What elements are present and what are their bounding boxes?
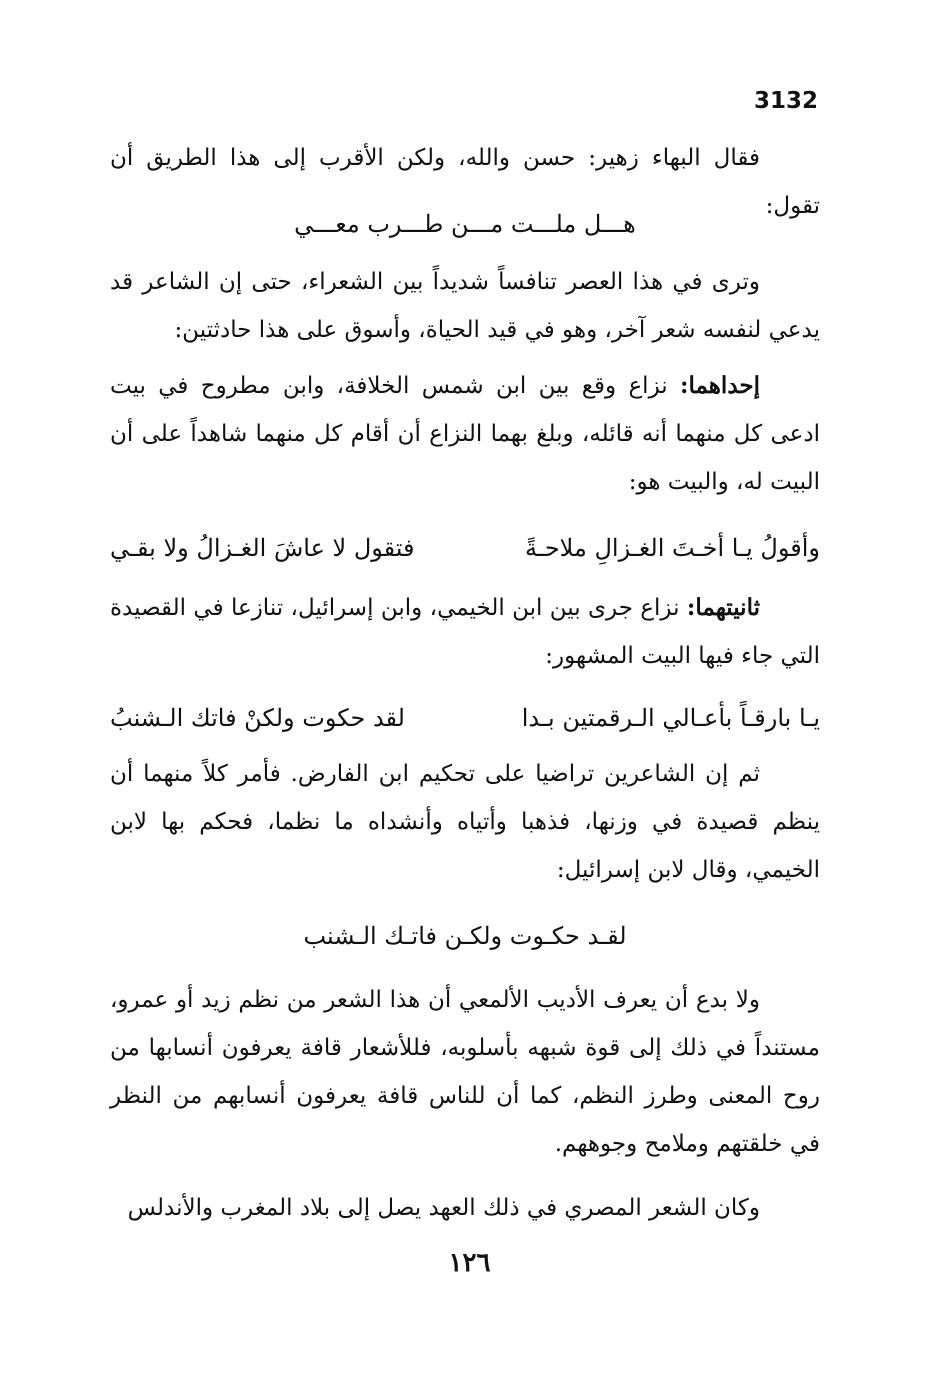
verse-couplet-2 <box>110 694 820 742</box>
page-identifier: 3132 <box>753 88 818 114</box>
verse-couplet-2-first-half: يـا بارقـاً بأعـالي الـرقمتين بـدا <box>521 704 820 732</box>
verse-couplet-2-second-half: لقد حكوت ولكنْ فاتك الـشنبُ <box>110 704 405 732</box>
page-number: ١٢٦ <box>448 1248 491 1278</box>
paragraph-rivalry: وترى في هذا العصر تنافساً شديداً بين الشعراء، حتى إن الشاعر قد يدعي لنفسه شعر آخر، وهو في قيد الحياة، وأسوق على هذا حادثتين: <box>110 269 820 343</box>
first-incident-label: إحداهما: <box>680 372 760 399</box>
paragraph-egyptian-poetry: وكان الشعر المصري في ذلك العهد يصل إلى بلاد المغرب والأندلس <box>127 1195 760 1221</box>
paragraph-first-incident <box>110 362 820 506</box>
verse-couplet-1 <box>110 524 820 572</box>
paragraph-style-recognition: ولا بدع أن يعرف الأديب الألمعي أن هذا الشعر من نظم زيد أو عمرو، مستنداً في ذلك إلى قوة شبهه بأسلوبه، فللأشعار قافة يعرفون أنسابها من روح المعنى وطرز النظم، كما أن للناس قافة يعرفون أنسابهم من النظر في خلقتهم وملامح وجوههم. <box>110 987 820 1157</box>
paragraph-arbitration: ثم إن الشاعرين تراضيا على تحكيم ابن الفارض. فأمر كلاً منهما أن ينظم قصيدة في وزنها، فذهبا وأتياه وأنشداه ما نظما، فحكم بها لابن الخيمي، وقال لابن إسرائيل: <box>110 761 820 883</box>
second-incident-label: ثانيتهما: <box>686 594 760 621</box>
second-incident-text: نزاع جرى بين ابن الخيمي، وابن إسرائيل، تنازعا في القصيدة التي جاء فيها البيت المشهور: <box>110 595 820 669</box>
first-incident-text: نزاع وقع بين ابن شمس الخلافة، وابن مطروح في بيت ادعى كل منهما أنه قائله، وبلغ بهما النزاع أن أقام كل منهما شاهداً على أن البيت له، والبيت هو: <box>110 373 820 495</box>
verse-line-1: هـــل ملـــت مـــن طـــرب معـــي <box>294 210 636 238</box>
paragraph-intro: فقال البهاء زهير: حسن والله، ولكن الأقرب إلى هذا الطريق أن تقول: <box>110 145 820 219</box>
paragraph-second-incident <box>110 584 820 680</box>
verse-couplet-1-first-half: وأقولُ يـا أخـتَ الغـزالِ ملاحـةً <box>524 534 820 562</box>
verse-couplet-1-second-half: فتقول لا عاشَ الغـزالُ ولا بقـي <box>110 534 415 562</box>
verse-line-2: لقـد حكـوت ولكـن فاتـك الـشنب <box>303 922 627 950</box>
